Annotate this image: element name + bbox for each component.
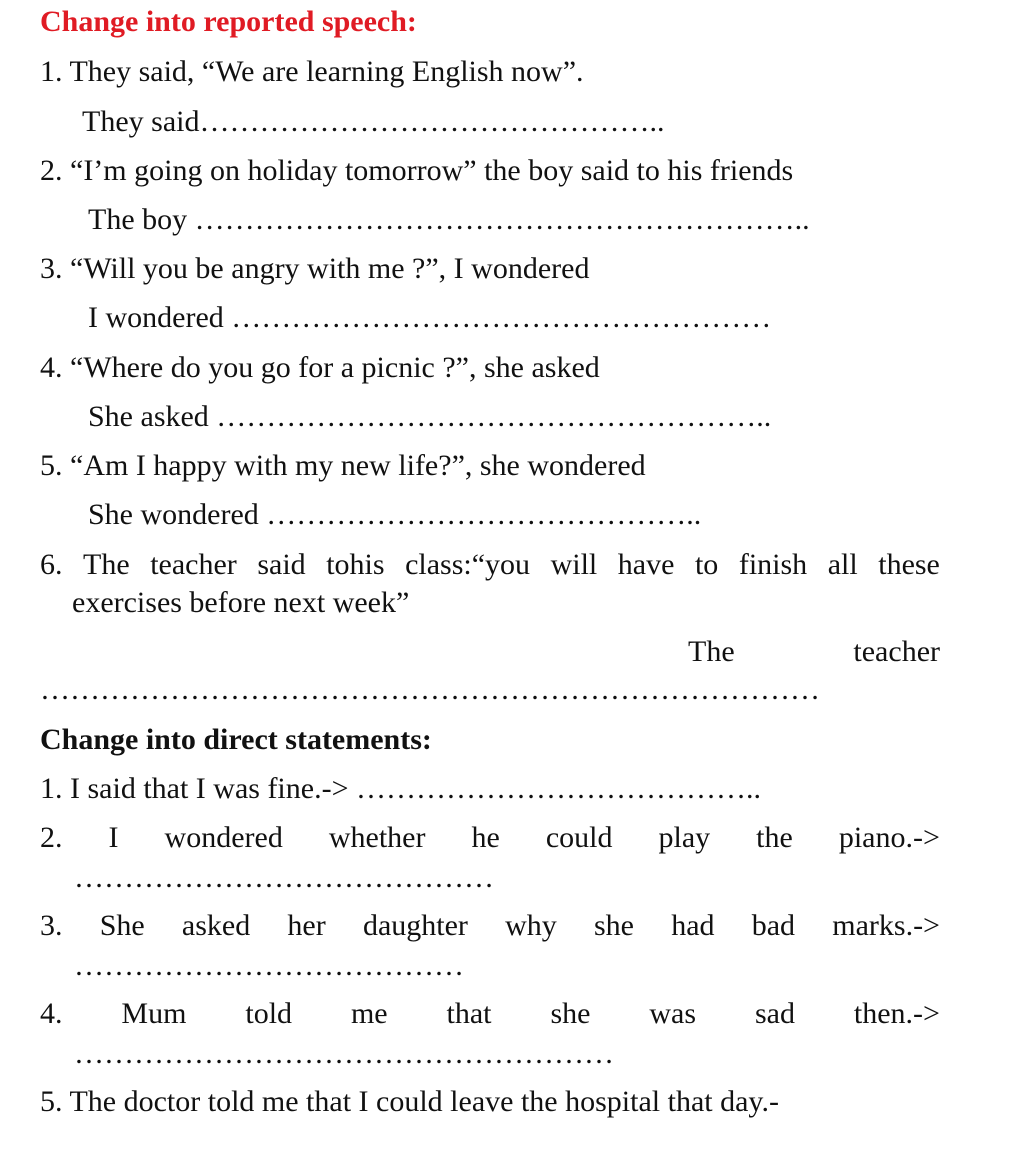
word: play (658, 821, 711, 854)
section-heading-reported-speech: Change into reported speech: (40, 5, 417, 38)
word: me (350, 997, 388, 1030)
exercise-5-question: 5. “Am I happy with my new life?”, she wondered (40, 449, 646, 482)
exercise-6-answer-start (688, 634, 940, 670)
word: whether (328, 821, 426, 854)
exercise-6-question-continued: exercises before next week” (72, 586, 410, 619)
word: the (756, 821, 793, 854)
word: that (446, 997, 492, 1030)
exercise-3-answer-line: I wondered ……………………………………………… (88, 301, 772, 334)
exercise-1-question: 1. They said, “We are learning English now”. (40, 55, 584, 88)
exercise-6-question (40, 547, 940, 583)
word: told (245, 997, 293, 1030)
word: wondered (164, 821, 283, 854)
exercise-4-question: 4. “Where do you go for a picnic ?”, she asked (40, 351, 600, 384)
word: have (617, 548, 675, 581)
word: asked (181, 909, 251, 942)
direct-exercise-3-answer-line: ………………………………… (74, 949, 464, 982)
word: Mum (121, 997, 187, 1030)
exercise-4-answer-line: She asked ……………………………………………….. (88, 400, 772, 433)
word: bad (751, 909, 796, 942)
direct-exercise-1: 1. I said that I was fine.-> ………………………………….. (40, 772, 761, 805)
word: her (287, 909, 326, 942)
direct-exercise-2-answer-line: …………………………………… (74, 861, 494, 894)
word: will (550, 548, 598, 581)
word: She (99, 909, 145, 942)
direct-exercise-4-question (40, 996, 940, 1032)
exercise-1-answer-line: They said……………………………………….. (82, 105, 665, 138)
word: had (671, 909, 715, 942)
section-heading-direct-statements: Change into direct statements: (40, 723, 432, 756)
word: daughter (362, 909, 468, 942)
direct-exercise-3-question (40, 908, 940, 944)
word: to (694, 548, 719, 581)
word: she (593, 909, 634, 942)
exercise-2-answer-line: The boy …………………………………………………….. (88, 203, 810, 236)
word: tohis (326, 548, 385, 581)
exercise-3-question: 3. “Will you be angry with me ?”, I wondered (40, 252, 590, 285)
word: she (550, 997, 591, 1030)
word: why (505, 909, 557, 942)
word: he (471, 821, 500, 854)
word: marks.-> (832, 909, 940, 942)
direct-exercise-4-answer-line: ……………………………………………… (74, 1037, 614, 1070)
exercise-5-answer-line: She wondered …………………………………….. (88, 498, 702, 531)
word: finish (738, 548, 808, 581)
word: 4. (40, 997, 63, 1030)
exercise-2-question: 2. “I’m going on holiday tomorrow” the boy said to his friends (40, 154, 794, 187)
word: was (649, 997, 697, 1030)
word: piano.-> (838, 821, 940, 854)
word: The (688, 635, 735, 668)
word: class:“you (405, 548, 531, 581)
word: could (545, 821, 613, 854)
word: 6. (40, 548, 63, 581)
word: said (257, 548, 306, 581)
word: The (83, 548, 130, 581)
word: 2. (40, 821, 63, 854)
word: sad (754, 997, 795, 1030)
word: all (827, 548, 858, 581)
word: 3. (40, 909, 63, 942)
word: these (878, 548, 940, 581)
word: teacher (150, 548, 237, 581)
word: I (108, 821, 119, 854)
direct-exercise-2-question (40, 820, 940, 856)
word: then.-> (853, 997, 940, 1030)
exercise-6-answer-line: …………………………………………………………………… (40, 673, 820, 706)
word: teacher (853, 635, 940, 668)
direct-exercise-5: 5. The doctor told me that I could leave the hospital that day.- (40, 1085, 779, 1118)
